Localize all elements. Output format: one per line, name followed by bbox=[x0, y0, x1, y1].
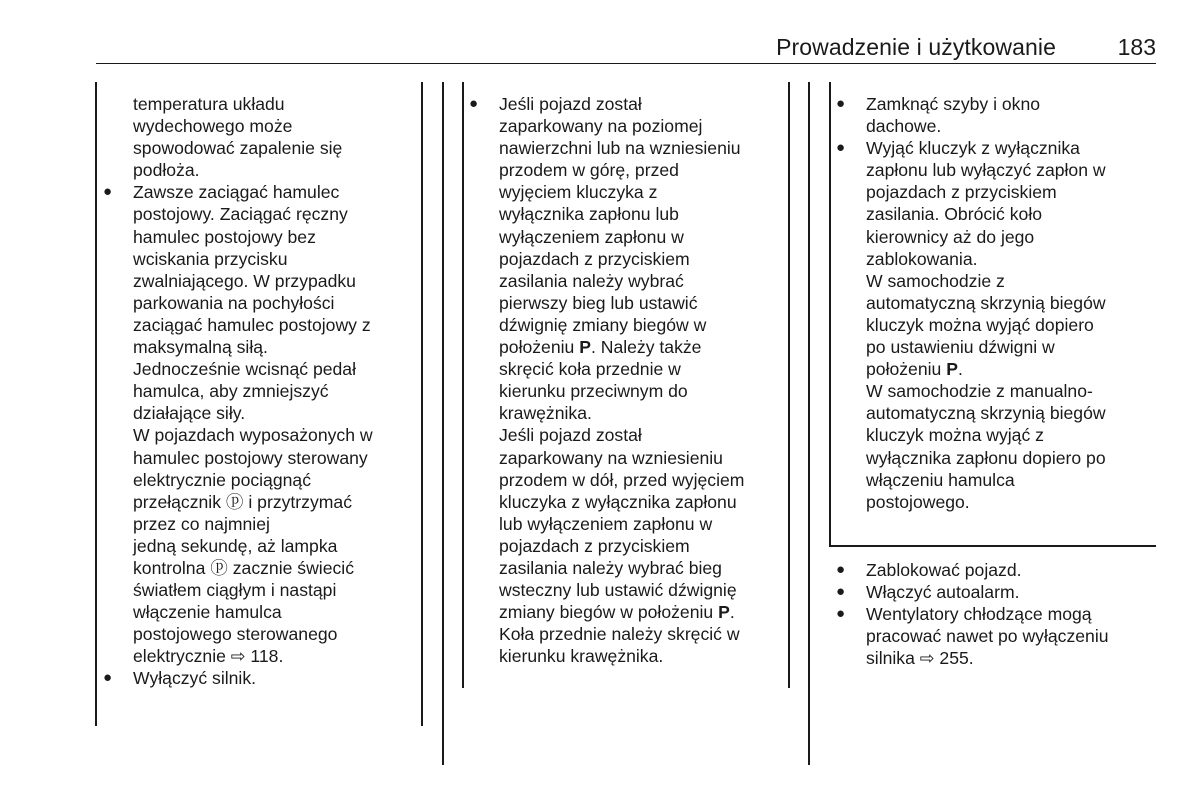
bullet-icon: ● bbox=[836, 583, 846, 601]
paragraph bbox=[830, 270, 1156, 380]
header-rule bbox=[96, 63, 1156, 64]
page-number: 183 bbox=[1117, 34, 1156, 60]
list-item-text: Zawsze zaciągać hamulec postojowy. Zaciągać ręczny hamulec postojowy bez wciskania przycisku zwalniającego. W przypadku parkowania na pochyłości zaciągać hamulec postojowy z maksymalną siłą. Jednocześnie wcisnąć pedał hamulca, aby zmniejszyć działające siły. bbox=[133, 182, 371, 424]
bullet-icon: ● bbox=[103, 669, 113, 687]
list-item bbox=[97, 667, 417, 689]
column-3-lower bbox=[830, 559, 1156, 669]
list-item-text: Zablokować pojazd. bbox=[866, 560, 1022, 580]
bullet-icon: ● bbox=[836, 95, 846, 112]
list-item-text: Wyjąć kluczyk z wyłącznika zapłonu lub wyłączyć zapłon w pojazdach z przyciskiem zasilania. Obrócić koło kierownicy aż do jego zablokowania. bbox=[866, 138, 1106, 269]
list-item bbox=[97, 181, 417, 424]
list-item bbox=[830, 93, 1156, 137]
bullet-icon: ● bbox=[469, 95, 479, 112]
list-item bbox=[830, 559, 1156, 581]
paragraph-text: W pojazdach wyposażonych w hamulec postojowy sterowany elektrycznie pociągnąć przełącznik ⓟ i przytrzymać przez co najmniej jedną sekundę, aż lampka kontrolna ⓟ zacznie świecić światłem ciągłym i nastąpi włączenie hamulca postojowego sterowanego elektrycznie ⇨ 118. bbox=[133, 425, 373, 667]
list-item bbox=[830, 603, 1156, 669]
section-title: Prowadzenie i użytkowanie bbox=[776, 34, 1056, 60]
col1-continued-text bbox=[97, 93, 417, 181]
bullet-icon: ● bbox=[103, 183, 113, 201]
list-item bbox=[463, 93, 785, 424]
column-divider-col2-left bbox=[442, 82, 444, 765]
list-item-text-cont: . Należy także skręcić koła przednie w kierunku przeciwnym do krawężnika. bbox=[499, 337, 702, 424]
bullet-icon: ● bbox=[836, 605, 846, 623]
col1-continued-text-body: temperatura układu wydechowego może spowodować zapalenie się podłoża. bbox=[133, 94, 343, 181]
paragraph bbox=[830, 380, 1156, 513]
list-item-text: Włączyć autoalarm. bbox=[866, 582, 1020, 603]
paragraph-text: Jeśli pojazd został zaparkowany na wzniesieniu przodem w dół, przed wyjęciem kluczyka z wyłącznika zapłonu lub wyłączeniem zapłonu w pojazdach z przyciskiem zasilania należy wybrać bieg wsteczny lub ustawić dźwignię zmiany biegów w położeniu bbox=[499, 425, 745, 623]
column-divider-col3-far bbox=[808, 82, 810, 765]
list-item-text: Wentylatory chłodzące mogą pracować nawet po wyłączeniu silnika ⇨ 255. bbox=[866, 604, 1109, 669]
column-divider-col3-left bbox=[788, 82, 790, 688]
list-item-text: Wyłączyć silnik. bbox=[133, 668, 257, 689]
paragraph bbox=[97, 424, 417, 667]
gear-position-label: P bbox=[718, 602, 730, 623]
paragraph-text: W samochodzie z automatyczną skrzynią biegów kluczyk można wyjąć dopiero po ustawieniu dźwigni w położeniu bbox=[866, 270, 1106, 380]
gear-position-label: P bbox=[579, 337, 591, 358]
paragraph-text-cont: . Koła przednie należy skręcić w kierunku krawężnika. bbox=[499, 602, 740, 667]
page-header bbox=[96, 30, 1156, 64]
list-item-text: Jeśli pojazd został zaparkowany na poziomej nawierzchni lub na wzniesieniu przodem w górę, przed wyjęciem kluczyka z wyłącznika zapłonu lub wyłączeniem zapłonu w pojazdach z przyciskiem zasilania należy wybrać pierwszy bieg lub ustawić dźwignię zmiany biegów w położeniu bbox=[499, 94, 741, 358]
column-3 bbox=[830, 93, 1156, 513]
list-item-text: Zamknąć szyby i okno dachowe. bbox=[866, 94, 1041, 137]
bullet-icon: ● bbox=[836, 561, 846, 578]
column-1 bbox=[97, 93, 417, 690]
paragraph bbox=[463, 424, 785, 667]
paragraph-text-cont: . bbox=[957, 359, 963, 380]
gear-position-label: P bbox=[946, 359, 958, 380]
list-item bbox=[830, 581, 1156, 603]
list-item bbox=[830, 137, 1156, 270]
box-bottom-rule bbox=[829, 545, 1156, 547]
bullet-icon: ● bbox=[836, 139, 846, 157]
column-2 bbox=[463, 93, 785, 667]
column-divider-col1-right bbox=[421, 82, 423, 726]
paragraph-text: W samochodzie z manualno- automatyczną skrzynią biegów kluczyk można wyjąć z wyłącznika zapłonu dopiero po włączeniu hamulca postojowego. bbox=[866, 381, 1106, 512]
